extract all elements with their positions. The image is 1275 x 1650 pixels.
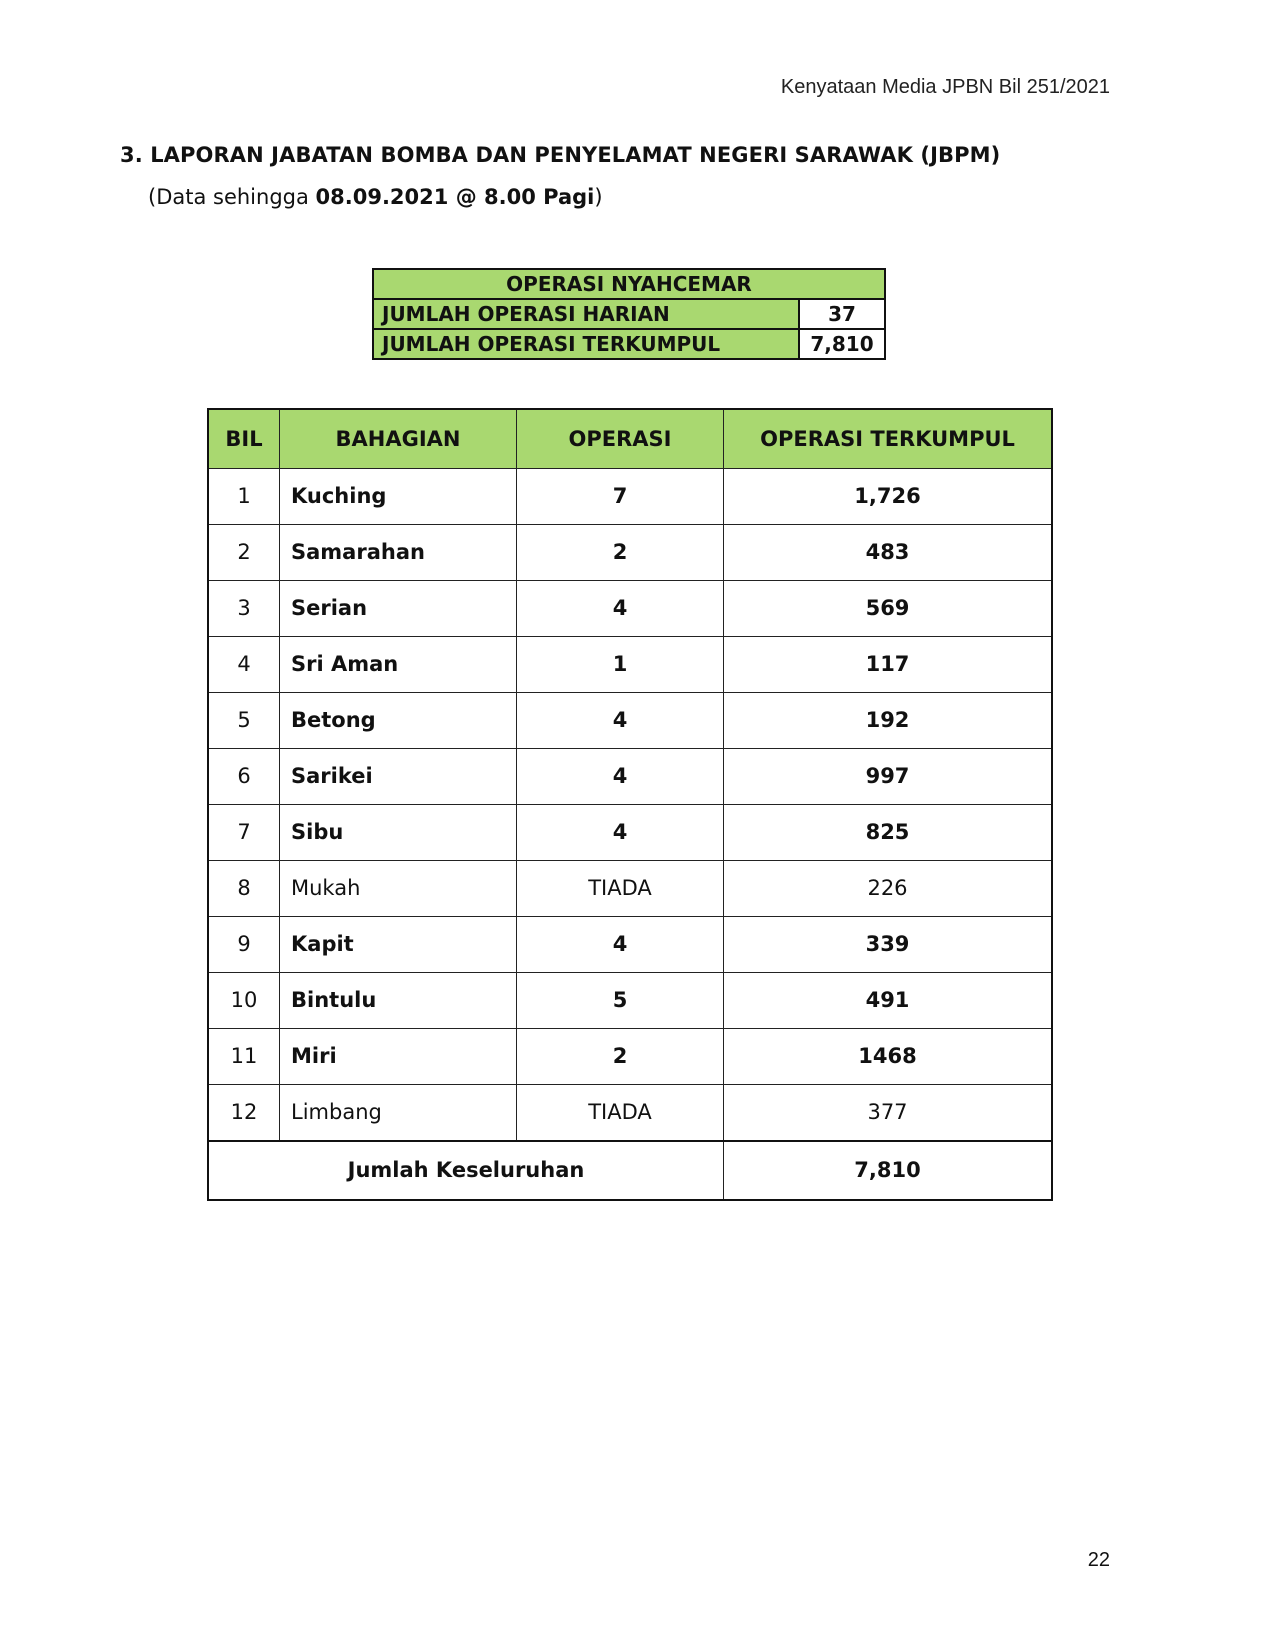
document-reference: Kenyataan Media JPBN Bil 251/2021 bbox=[780, 76, 1110, 98]
division-operations-table bbox=[207, 408, 1053, 1201]
header-operasi-terkumpul: OPERASI TERKUMPUL bbox=[724, 409, 1053, 469]
row-operasi: 4 bbox=[517, 805, 724, 861]
row-operasi: TIADA bbox=[517, 1085, 724, 1142]
row-operasi-terkumpul: 825 bbox=[724, 805, 1053, 861]
total-value: 7,810 bbox=[724, 1141, 1053, 1200]
row-bil: 1 bbox=[208, 469, 280, 525]
table-row bbox=[208, 525, 1052, 581]
row-operasi: 4 bbox=[517, 581, 724, 637]
row-operasi: 1 bbox=[517, 637, 724, 693]
row-bahagian: Kapit bbox=[280, 917, 517, 973]
table-row bbox=[208, 749, 1052, 805]
row-bahagian: Kuching bbox=[280, 469, 517, 525]
row-operasi-terkumpul: 491 bbox=[724, 973, 1053, 1029]
row-operasi: 4 bbox=[517, 693, 724, 749]
table-row bbox=[208, 973, 1052, 1029]
table-header-row bbox=[208, 409, 1052, 469]
row-operasi-terkumpul: 1468 bbox=[724, 1029, 1053, 1085]
row-bil: 7 bbox=[208, 805, 280, 861]
row-operasi: 2 bbox=[517, 1029, 724, 1085]
data-note-suffix: ) bbox=[594, 185, 603, 209]
row-bil: 5 bbox=[208, 693, 280, 749]
summary-table bbox=[372, 268, 886, 360]
summary-label: JUMLAH OPERASI TERKUMPUL bbox=[373, 329, 799, 359]
row-bahagian: Limbang bbox=[280, 1085, 517, 1142]
row-operasi: 4 bbox=[517, 749, 724, 805]
row-bil: 3 bbox=[208, 581, 280, 637]
data-note-date: 08.09.2021 @ 8.00 Pagi bbox=[315, 185, 595, 209]
row-operasi-terkumpul: 117 bbox=[724, 637, 1053, 693]
row-operasi-terkumpul: 569 bbox=[724, 581, 1053, 637]
total-label: Jumlah Keseluruhan bbox=[208, 1141, 724, 1200]
summary-title-row bbox=[373, 269, 885, 299]
row-operasi: TIADA bbox=[517, 861, 724, 917]
row-bahagian: Mukah bbox=[280, 861, 517, 917]
header-operasi: OPERASI bbox=[517, 409, 724, 469]
row-bahagian: Samarahan bbox=[280, 525, 517, 581]
row-operasi-terkumpul: 226 bbox=[724, 861, 1053, 917]
row-operasi-terkumpul: 997 bbox=[724, 749, 1053, 805]
section-title: 3. LAPORAN JABATAN BOMBA DAN PENYELAMAT NEGERI SARAWAK (JBPM) bbox=[120, 143, 1001, 167]
row-bahagian: Sri Aman bbox=[280, 637, 517, 693]
summary-title: OPERASI NYAHCEMAR bbox=[373, 269, 885, 299]
summary-row-daily bbox=[373, 299, 885, 329]
row-bil: 9 bbox=[208, 917, 280, 973]
table-row bbox=[208, 581, 1052, 637]
row-bil: 4 bbox=[208, 637, 280, 693]
table-row bbox=[208, 637, 1052, 693]
table-row bbox=[208, 861, 1052, 917]
table-row bbox=[208, 917, 1052, 973]
table-row bbox=[208, 693, 1052, 749]
table-row bbox=[208, 805, 1052, 861]
row-bil: 10 bbox=[208, 973, 280, 1029]
data-date-note bbox=[148, 185, 603, 209]
row-operasi: 2 bbox=[517, 525, 724, 581]
table-row bbox=[208, 1085, 1052, 1142]
summary-row-cumulative bbox=[373, 329, 885, 359]
row-operasi-terkumpul: 192 bbox=[724, 693, 1053, 749]
row-bil: 2 bbox=[208, 525, 280, 581]
table-row bbox=[208, 469, 1052, 525]
summary-label: JUMLAH OPERASI HARIAN bbox=[373, 299, 799, 329]
table-total-row bbox=[208, 1141, 1052, 1200]
row-operasi: 7 bbox=[517, 469, 724, 525]
row-bahagian: Sarikei bbox=[280, 749, 517, 805]
summary-value: 7,810 bbox=[799, 329, 885, 359]
row-bahagian: Bintulu bbox=[280, 973, 517, 1029]
data-note-prefix: (Data sehingga bbox=[148, 185, 316, 209]
table-row bbox=[208, 1029, 1052, 1085]
page-number: 22 bbox=[1087, 1549, 1110, 1571]
row-operasi-terkumpul: 339 bbox=[724, 917, 1053, 973]
row-bil: 8 bbox=[208, 861, 280, 917]
row-bil: 12 bbox=[208, 1085, 280, 1142]
row-operasi-terkumpul: 1,726 bbox=[724, 469, 1053, 525]
row-bil: 11 bbox=[208, 1029, 280, 1085]
header-bahagian: BAHAGIAN bbox=[280, 409, 517, 469]
table-body bbox=[208, 469, 1052, 1142]
row-operasi: 4 bbox=[517, 917, 724, 973]
row-bil: 6 bbox=[208, 749, 280, 805]
row-bahagian: Sibu bbox=[280, 805, 517, 861]
row-operasi-terkumpul: 483 bbox=[724, 525, 1053, 581]
row-operasi-terkumpul: 377 bbox=[724, 1085, 1053, 1142]
row-operasi: 5 bbox=[517, 973, 724, 1029]
row-bahagian: Serian bbox=[280, 581, 517, 637]
row-bahagian: Betong bbox=[280, 693, 517, 749]
row-bahagian: Miri bbox=[280, 1029, 517, 1085]
summary-value: 37 bbox=[799, 299, 885, 329]
header-bil: BIL bbox=[208, 409, 280, 469]
